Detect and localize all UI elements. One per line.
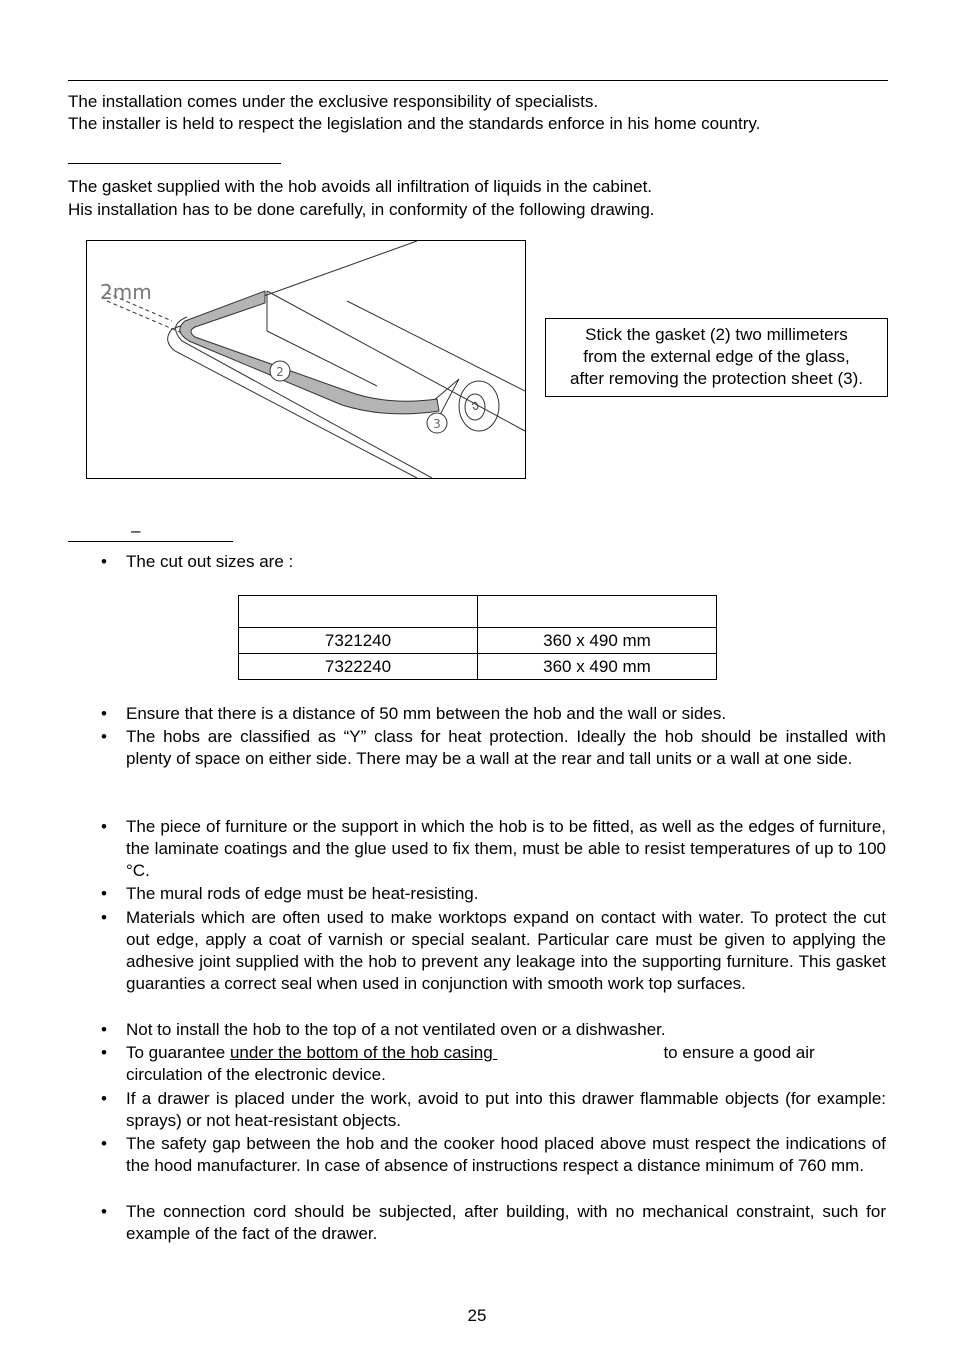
gasket-drawing-svg (87, 241, 525, 478)
cutout-section-rule (68, 541, 233, 542)
bullet-symbol: • (101, 727, 107, 746)
model-number-cell: 7321240 (239, 628, 478, 654)
caption-line-1: Stick the gasket (2) two millimeters (585, 325, 848, 344)
table-header-cell (478, 596, 717, 628)
gasket-installation-drawing (86, 240, 526, 479)
bullet-furniture: The piece of furniture or the support in which the hob is to be fitted, as well as the edges of furniture, the laminate coatings and the glue used to fix them, must be able to resist temperatures of up to 100 °C. (126, 817, 886, 880)
gasket-section-rule (68, 163, 281, 164)
bullet-symbol: • (101, 1020, 107, 1039)
caption-line-3: after removing the protection sheet (3). (570, 369, 863, 388)
gasket-line-1: The gasket supplied with the hob avoids all infiltration of liquids in the cabinet. (68, 177, 653, 196)
bullet-symbol: • (101, 908, 107, 927)
top-rule (68, 80, 888, 81)
bullet-mural-rods: The mural rods of edge must be heat-resisting. (126, 884, 479, 903)
bullet-connection-cord: The connection cord should be subjected, after building, with no mechanical constraint, such for example of the fact of the drawer. (126, 1202, 886, 1243)
table-row (239, 628, 717, 654)
caption-line-2: from the external edge of the glass, (583, 347, 850, 366)
table-header-cell (239, 596, 478, 628)
cutout-heading-mark: – (131, 521, 141, 540)
cutout-size-cell: 360 x 490 mm (478, 654, 717, 680)
bullet-symbol: • (101, 884, 107, 903)
svg-text:3: 3 (433, 417, 441, 431)
bullet-symbol: • (101, 704, 107, 723)
intro-line-1: The installation comes under the exclusive responsibility of specialists. (68, 92, 599, 111)
bullet-oven: Not to install the hob to the top of a not ventilated oven or a dishwasher. (126, 1020, 666, 1039)
table-row (239, 654, 717, 680)
bullet-air-circulation (126, 1042, 886, 1086)
bullet-symbol: • (101, 1043, 107, 1062)
bullet-distance: Ensure that there is a distance of 50 mm between the hob and the wall or sides. (126, 704, 727, 723)
gasket-line-2: His installation has to be done carefully, in conformity of the following drawing. (68, 200, 655, 219)
dimension-label-2mm: 2mm (100, 280, 152, 304)
bullet-cooker-hood: The safety gap between the hob and the cooker hood placed above must respect the indications of the hood manufacturer. In case of absence of instructions respect a distance minimum of 760 mm. (126, 1134, 886, 1175)
intro-line-2: The installer is held to respect the legislation and the standards enforce in his home country. (68, 114, 761, 133)
guarantee-underlined: under the bottom of the hob casing (229, 1043, 493, 1062)
cutout-intro: The cut out sizes are : (126, 552, 294, 571)
page-number: 25 (467, 1306, 487, 1325)
guarantee-prefix: To guarantee (126, 1043, 230, 1062)
cutout-size-table (238, 595, 717, 680)
bullet-symbol: • (101, 552, 107, 571)
bullet-drawer: If a drawer is placed under the work, avoid to put into this drawer flammable objects (for example: sprays) or not heat-resistant objects. (126, 1089, 886, 1130)
guarantee-suffix: to ensure a good air circulation of the electronic device. (126, 1043, 815, 1084)
bullet-symbol: • (101, 1202, 107, 1221)
svg-text:2: 2 (276, 365, 284, 379)
callout-sheet-3 (427, 413, 447, 433)
bullet-heat-class: The hobs are classified as “Y” class for heat protection. Ideally the hob should be installed with plenty of space on either side. There may be a wall at the rear and tall units or a wall at one side. (126, 727, 886, 768)
callout-gasket-2 (270, 361, 290, 381)
guarantee-blank (493, 1042, 659, 1064)
table-header-row (239, 596, 717, 628)
model-number-cell: 7322240 (239, 654, 478, 680)
cutout-size-cell: 360 x 490 mm (478, 628, 717, 654)
bullet-symbol: • (101, 817, 107, 836)
bullet-materials: Materials which are often used to make worktops expand on contact with water. To protect the cut out edge, apply a coat of varnish or special sealant. Particular care must be given to applying the adhesive joint supplied with the hob to prevent any leakage into the supporting furniture. This gasket guaranties a correct seal when used in conjunction with smooth work top surfaces. (126, 908, 886, 993)
bullet-symbol: • (101, 1134, 107, 1153)
gasket-caption-box (545, 318, 888, 397)
bullet-symbol: • (101, 1089, 107, 1108)
